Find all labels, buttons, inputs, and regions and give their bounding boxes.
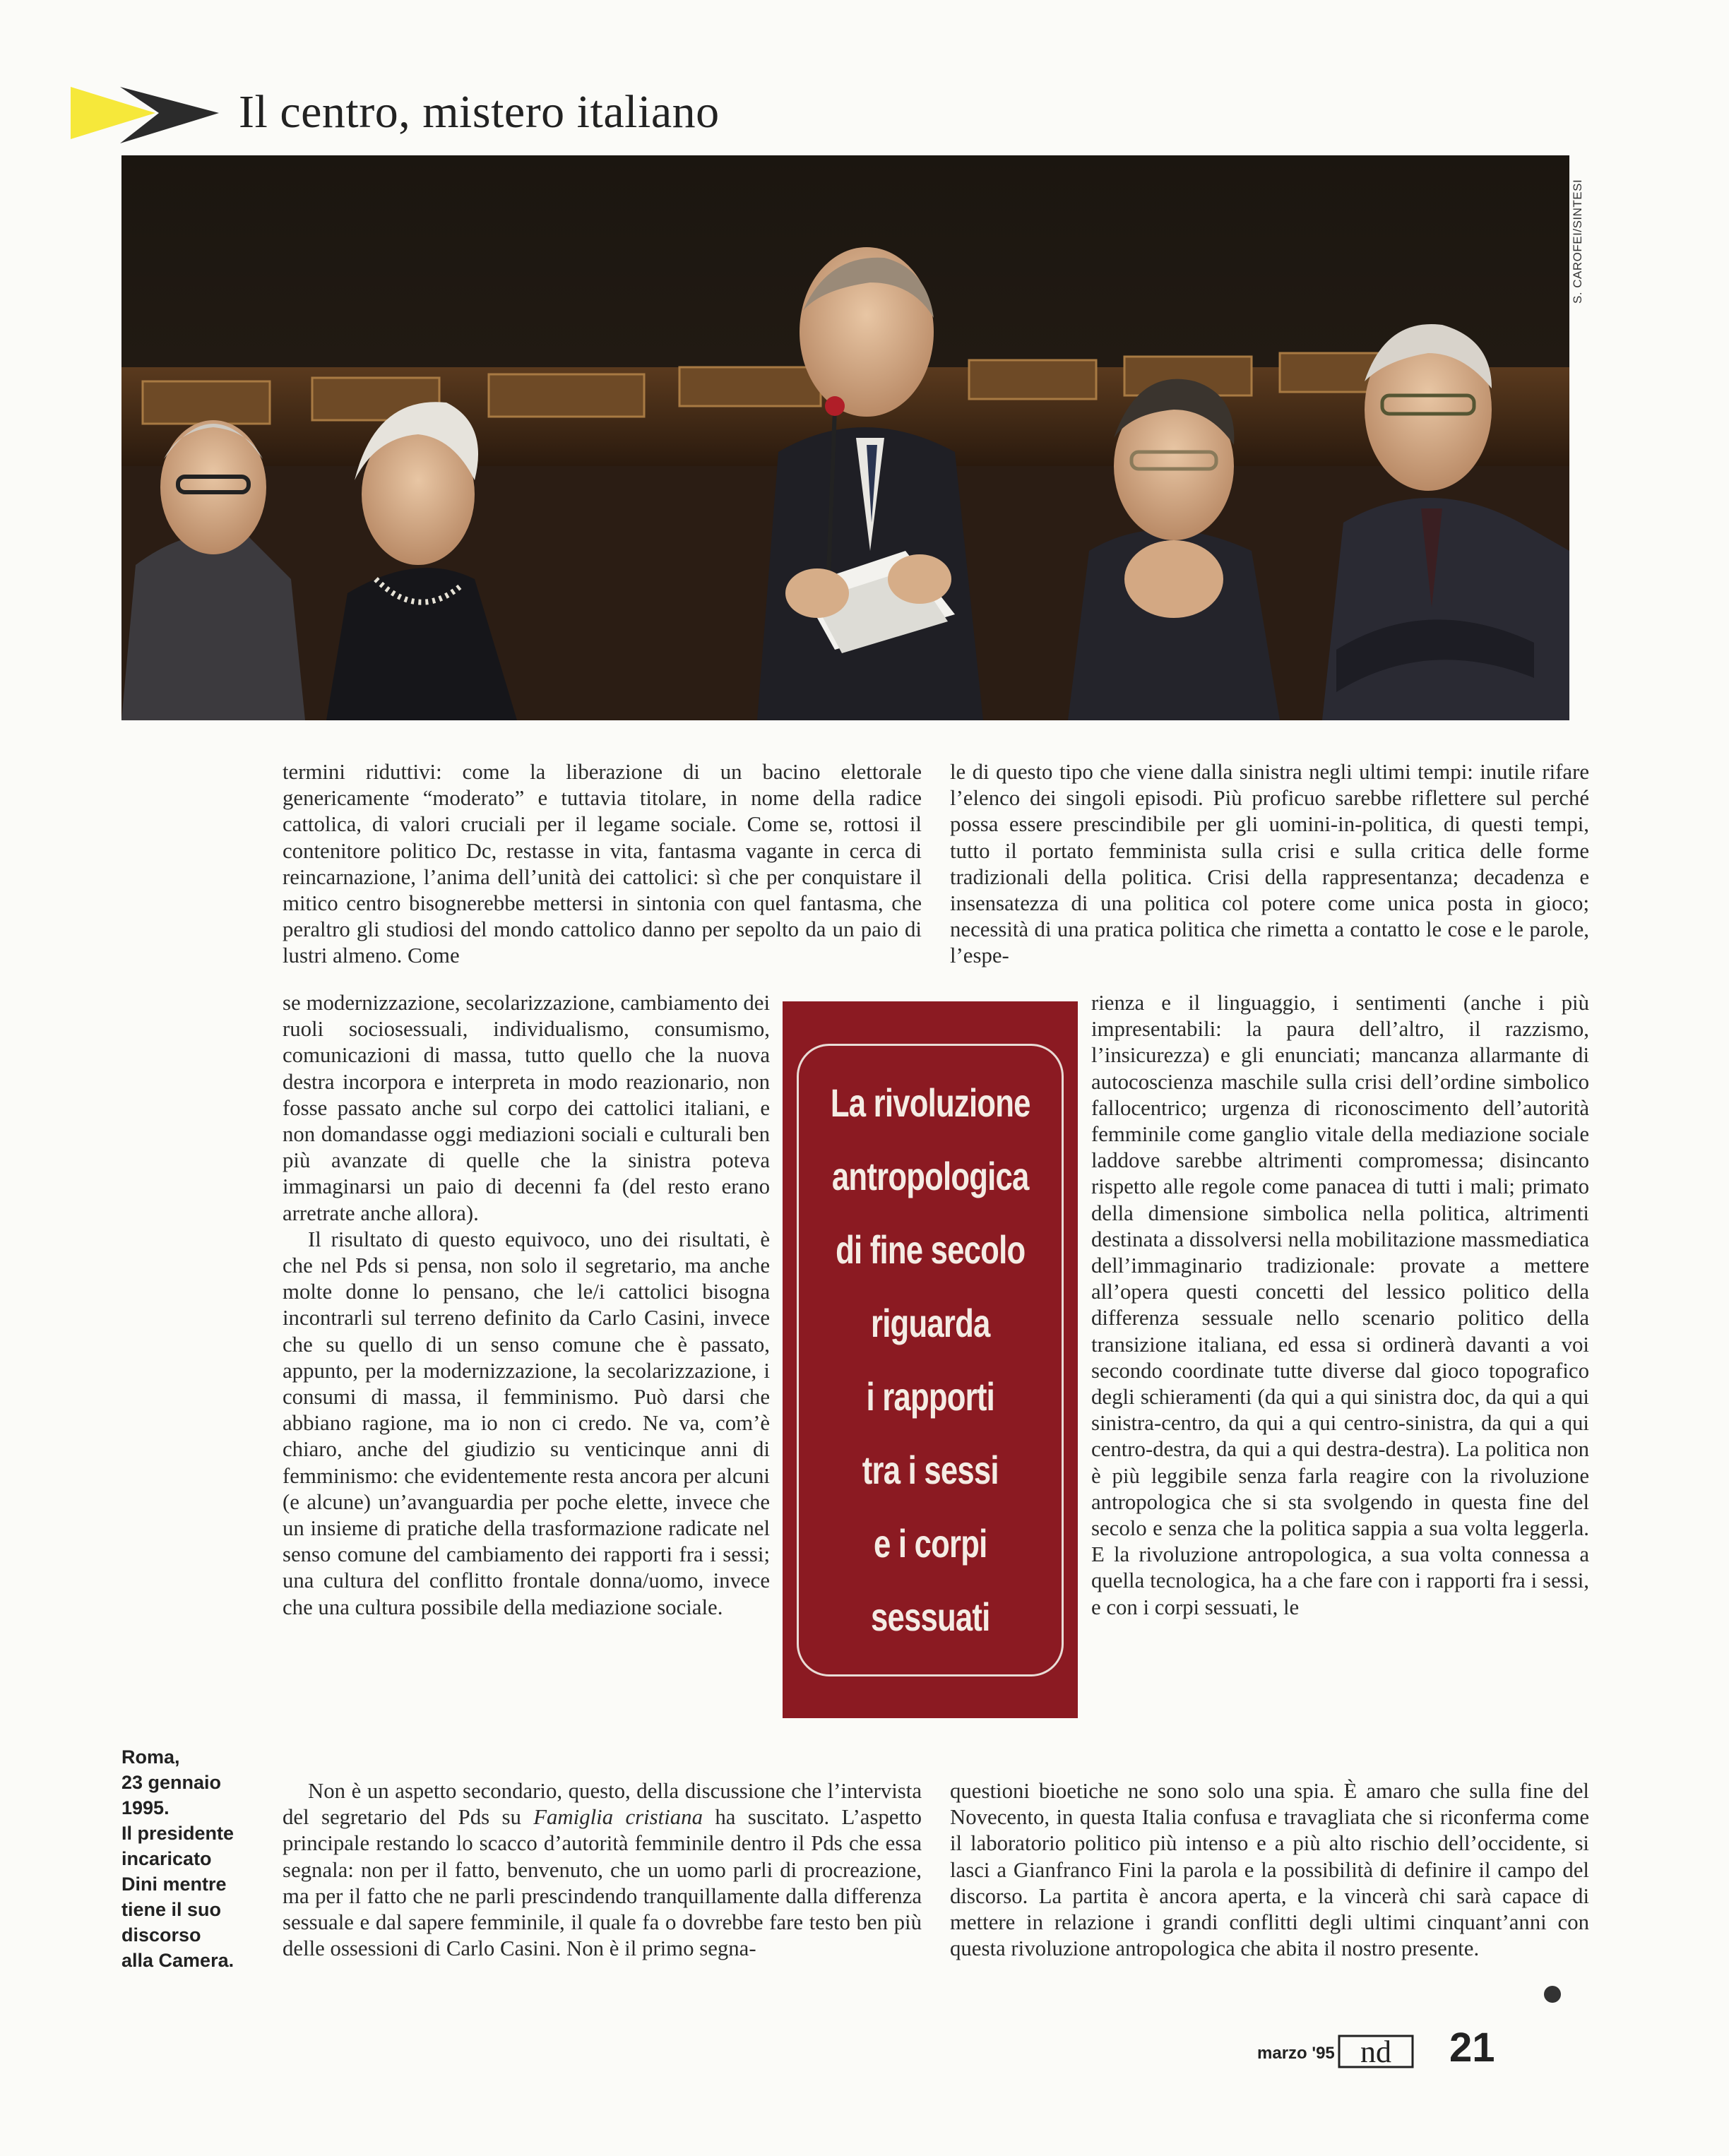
- column-2-bottom: [950, 1778, 1589, 1962]
- paragraph-text: Non è un aspetto secondario, questo, della discussione che l’intervista del segretario del Pds su: [283, 1779, 922, 1830]
- column-1-top: [283, 759, 922, 970]
- photo-credit: S. CAROFEI/SINTESI: [1571, 179, 1584, 304]
- column-2-middle: [1091, 990, 1589, 1621]
- photo-caption: [121, 1744, 249, 1973]
- paragraph: Il risultato di questo equivoco, uno dei risultati, è che nel Pds si pensa, non solo il segretario, ma anche molte donne lo pensano, che le/i cattolici bisogna incontrarli sul terreno definito da Carlo Casini, invece che su quello di un senso comune che è passato, appunto, per la modernizzazione, la secolarizzazione, i consumi di massa, il femminismo. Può darsi che abbiano ragione, ma io non ci credo. Ne va, com’è chiaro, anche del giudizio su venticinque anni di femminismo: che evidentemente resta ancora per alcuni (e alcune) un’avanguardia per poche elette, invece che un insieme di pratiche della trasformazione radicate nel senso comune del cambiamento dei rapporti fra i sessi; una cultura del conflitto frontale donna/uomo, invece che una cultura possibile della mediazione sociale.: [283, 1227, 770, 1619]
- paragraph: [283, 1778, 922, 1962]
- column-1-bottom: [283, 1778, 922, 1962]
- pull-quote-line: di fine secolo: [835, 1227, 1026, 1272]
- column-1-middle: [283, 990, 770, 1621]
- arrow-icon: [71, 81, 226, 145]
- page-title: Il centro, mistero italiano: [239, 86, 720, 138]
- caption-line: alla Camera.: [121, 1950, 234, 1971]
- issue-date: marzo '95: [1257, 2044, 1335, 2063]
- pull-quote-line: La rivoluzione: [830, 1080, 1030, 1125]
- paragraph-text: ha suscitato. L’aspetto principale restando lo scacco d’autorità femminile dentro il Pds che essa segnala: non per il fatto, benvenuto, che un uomo parli di procreazione, ma per il fatto che ne parli prescindendo tranquillamente dalla differenza sessuale e dal sapere femminile, il quale fa o dovrebbe fare testo ben più delle ossessioni di Carlo Casini. Non è il primo segna-: [283, 1805, 922, 1961]
- magazine-name: Famiglia cristiana: [533, 1805, 703, 1830]
- paragraph: rienza e il linguaggio, i sentimenti (anche i più impresentabili: la paura dell’altro, il razzismo, l’insicurezza) e gli enunciati; mancanza allarmante di autocoscienza maschile sulla crisi dell’ordine simbolico fallocentrico; urgenza di riconoscimento dell’autorità femminile come ganglio vitale della mediazione sociale laddove sarebbe altrimenti compromessa; disincanto rispetto alle regole come panacea di tutti i mali; primato della dimensione simbolica nella politica, altrimenti destinata a dissolversi nella mobilitazione massmediatica dell’immaginario tradizionale: provate a mettere all’opera questi concetti del lessico politico della differenza sessuale nello scenario politico della transizione italiana, ed essa si ordinerà davanti a voi secondo coordinate tutte diverse dal gioco topografico degli schieramenti (da qui a qui sinistra doc, da qui a qui sinistra-centro, da qui a qui centro-sinistra, da qui a qui centro-destra, da qui a qui destra-destra). La politica non è più leggibile senza farla reagire con la rivoluzione antropologica che si sta svolgendo in questa fine del secolo e senza che la politica sappia a sua volta leggerla. E la rivoluzione antropologica, a sua volta connessa a quella tecnologica, ha a che fare con i rapporti fra i sessi, e con i corpi sessuati, le: [1091, 991, 1589, 1619]
- pull-quote-frame: [797, 1044, 1064, 1676]
- column-2-top: [950, 759, 1589, 970]
- caption-line: Roma,: [121, 1746, 180, 1768]
- caption-line: 23 gennaio: [121, 1772, 222, 1793]
- pull-quote: [831, 1066, 1030, 1654]
- page-number: 21: [1449, 2025, 1495, 2071]
- caption-line: Dini mentre: [121, 1874, 227, 1895]
- pull-quote-line: tra i sessi: [862, 1448, 999, 1492]
- paragraph: le di questo tipo che viene dalla sinistra negli ultimi tempi: inutile rifare l’elenco dei singoli episodi. Più proficuo sarebbe riflettere sul perché possa essere prescindibile per gli uomini-in-politica, di questi tempi, tutto il portato femminista sulla crisi e sulla critica delle forme tradizionali della politica. Crisi della rappresentanza; decadenza e insensatezza di una politica col potere come unica posta in gioco; necessità di una pratica politica che rimetta a contatto le cose e le parole, l’espe-: [950, 760, 1589, 968]
- caption-line: tiene il suo: [121, 1899, 222, 1920]
- pull-quote-line: antropologica: [831, 1154, 1029, 1198]
- parliament-photo: [121, 155, 1569, 720]
- paragraph: termini riduttivi: come la liberazione di un bacino elettorale genericamente “moderato” e tuttavia titolare, in nome della radice cattolica, di valori cruciali per il legame sociale. Come se, rottosi il contenitore politico Dc, restasse in vita, fantasma vagante in cerca di reincarnazione, l’anima dell’unità dei cattolici: sì che per conquistare il mitico centro bisognerebbe mettersi in sintonia con quel fantasma, che peraltro gli studiosi del mondo cattolico danno per sepolto da un paio di lustri almeno. Come: [283, 760, 922, 968]
- caption-line: 1995.: [121, 1797, 170, 1818]
- pull-quote-line: e i corpi: [873, 1521, 987, 1566]
- pull-quote-box: [783, 1001, 1078, 1718]
- paragraph: questioni bioetiche ne sono solo una spia. È amaro che sulla fine del Novecento, in questa Italia confusa e travagliata che si riconferma come il laboratorio politico più intenso e a più alto rischio dell’occidente, si lasci a Gianfranco Fini la parola e la possibilità di definire il campo del discorso. La partita è ancora aperta, e la vincerà chi sarà capace di mettere in relazione i grandi conflitti degli ultimi cinquant’anni con questa rivoluzione antropologica che abita il nostro presente.: [950, 1779, 1589, 1961]
- logo-text: nd: [1360, 2035, 1391, 2069]
- caption-line: discorso: [121, 1924, 201, 1946]
- caption-line: incaricato: [121, 1848, 212, 1869]
- magazine-logo: [1337, 2034, 1415, 2069]
- end-mark: [1544, 1986, 1561, 2003]
- caption-line: Il presidente: [121, 1823, 234, 1844]
- pull-quote-line: sessuati: [870, 1595, 990, 1639]
- photo-illustration: [121, 155, 1569, 720]
- pull-quote-line: riguarda: [870, 1301, 990, 1345]
- paragraph: se modernizzazione, secolarizzazione, cambiamento dei ruoli sociosessuali, individualismo, consumismo, comunicazioni di massa, tutto quello che la nuova destra incorpora e interpreta in modo reazionario, non fosse passato anche sul corpo dei cattolici italiani, e non domandasse oggi mediazioni sociali e culturali ben più avanzate di quelle che la sinistra poteva immaginarsi un paio di decenni fa (del resto erano arretrate anche allora).: [283, 991, 770, 1225]
- pull-quote-line: i rapporti: [866, 1374, 994, 1419]
